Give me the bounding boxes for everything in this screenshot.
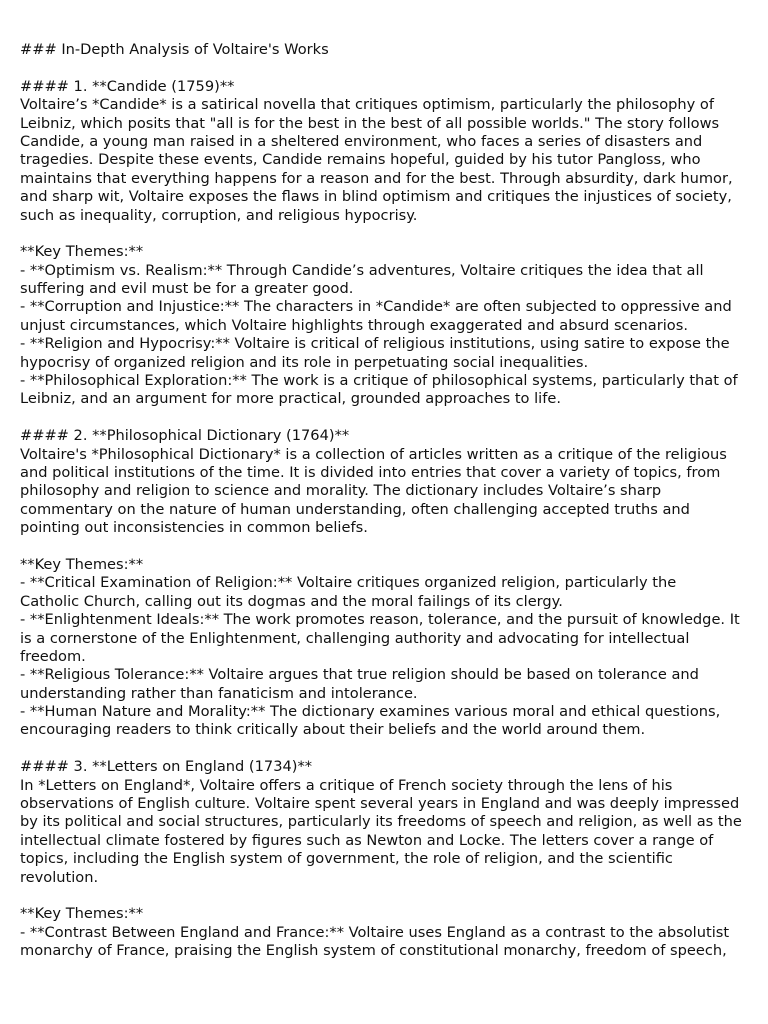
candide-body-line: Candide, a young man raised in a sheltered environment, who faces a series of disasters and (20, 132, 703, 150)
candide-theme-line: - **Religion and Hypocrisy:** Voltaire is critical of religious institutions, using satire to expose the (20, 335, 730, 353)
dictionary-theme-line: Catholic Church, calling out its dogmas and the moral failings of its clergy. (20, 592, 563, 610)
key-themes-label-letters: **Key Themes:** (20, 905, 144, 923)
candide-theme-line: - **Corruption and Injustice:** The characters in *Candide* are often subjected to oppressive and (20, 298, 732, 316)
candide-theme-line: - **Philosophical Exploration:** The work is a critique of philosophical systems, particularly that of (20, 372, 738, 390)
dictionary-body-line: pointing out inconsistencies in common beliefs. (20, 519, 368, 537)
candide-body-line: tragedies. Despite these events, Candide remains hopeful, guided by his tutor Pangloss, who (20, 151, 701, 169)
candide-body-line: such as inequality, corruption, and religious hypocrisy. (20, 206, 418, 224)
spacer (20, 409, 748, 427)
letters-body-line: intellectual climate fostered by figures such as Newton and Locke. The letters cover a range of (20, 831, 714, 849)
document-page (20, 41, 748, 961)
dictionary-body-line: commentary on the nature of human understanding, often challenging accepted truths and (20, 500, 690, 518)
dictionary-body-line: Voltaire's *Philosophical Dictionary* is a collection of articles written as a critique of the religious (20, 445, 727, 463)
dictionary-theme-line: encouraging readers to think critically about their beliefs and the world around them. (20, 721, 646, 739)
candide-body-line: Voltaire’s *Candide* is a satirical novella that critiques optimism, particularly the philosophy of (20, 96, 714, 114)
dictionary-theme-line: - **Human Nature and Morality:** The dictionary examines various moral and ethical questions, (20, 703, 721, 721)
dictionary-theme-line: freedom. (20, 647, 86, 665)
candide-body-line: maintains that everything happens for a reason and for the best. Through absurdity, dark humor, (20, 169, 733, 187)
candide-theme-line: - **Optimism vs. Realism:** Through Candide’s adventures, Voltaire critiques the idea that all (20, 261, 704, 279)
dictionary-theme-line: - **Critical Examination of Religion:** Voltaire critiques organized religion, particularly the (20, 574, 677, 592)
section-heading-dictionary: #### 2. **Philosophical Dictionary (1764)** (20, 427, 350, 445)
candide-body-line: Leibniz, which posits that "all is for the best in the best of all possible worlds." The story follows (20, 114, 720, 132)
letters-theme-line: - **Contrast Between England and France:** Voltaire uses England as a contrast to the absolutist (20, 923, 730, 941)
dictionary-theme-line: - **Religious Tolerance:** Voltaire argues that true religion should be based on tolerance and (20, 666, 699, 684)
key-themes-label-dictionary: **Key Themes:** (20, 555, 144, 573)
letters-body-line: In *Letters on England*, Voltaire offers a critique of French society through the lens of his (20, 776, 673, 794)
document-title: ### In-Depth Analysis of Voltaire's Works (20, 41, 329, 58)
key-themes-label-candide: **Key Themes:** (20, 243, 144, 261)
candide-theme-line: Leibniz, and an argument for more practical, grounded approaches to life. (20, 390, 561, 408)
dictionary-body-line: and political institutions of the time. It is divided into entries that cover a variety of topics, from (20, 463, 721, 481)
dictionary-theme-line: understanding rather than fanaticism and intolerance. (20, 684, 418, 702)
letters-theme-line: monarchy of France, praising the English system of constitutional monarchy, freedom of speech, (20, 942, 727, 960)
candide-theme-line: unjust circumstances, which Voltaire highlights through exaggerated and absurd scenarios. (20, 316, 688, 334)
spacer (20, 538, 748, 556)
section-heading-candide: #### 1. **Candide (1759)** (20, 77, 235, 95)
spacer (20, 59, 748, 77)
dictionary-body-line: philosophy and religion to science and morality. The dictionary includes Voltaire’s sharp (20, 482, 662, 500)
spacer (20, 740, 748, 758)
candide-body-line: and sharp wit, Voltaire exposes the flaws in blind optimism and critiques the injustices of society, (20, 188, 732, 206)
section-heading-letters: #### 3. **Letters on England (1734)** (20, 758, 313, 776)
spacer (20, 225, 748, 243)
letters-body-line: by its political and social structures, particularly its freedoms of speech and religion, as well as the (20, 813, 742, 831)
dictionary-theme-line: is a cornerstone of the Enlightenment, challenging authority and advocating for intellectual (20, 629, 690, 647)
letters-body-line: revolution. (20, 868, 99, 886)
candide-theme-line: hypocrisy of organized religion and its role in perpetuating social inequalities. (20, 353, 589, 371)
letters-body-line: observations of English culture. Voltaire spent several years in England and was deeply impressed (20, 795, 740, 813)
letters-body-line: topics, including the English system of government, the role of religion, and the scientific (20, 850, 673, 868)
dictionary-theme-line: - **Enlightenment Ideals:** The work promotes reason, tolerance, and the pursuit of knowledge. It (20, 611, 740, 629)
candide-theme-line: suffering and evil must be for a greater good. (20, 280, 354, 298)
spacer (20, 887, 748, 905)
